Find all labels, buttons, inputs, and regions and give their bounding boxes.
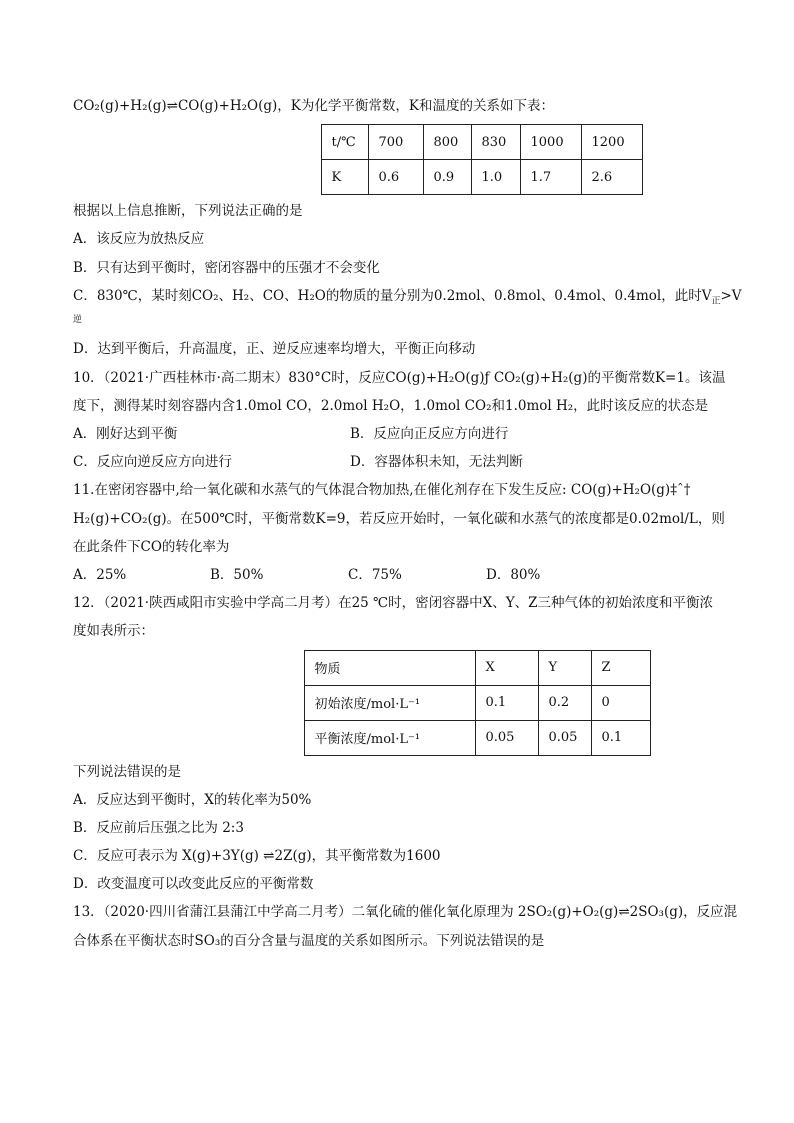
table-cell: 1000 xyxy=(520,125,581,160)
q11-line2: H₂(g)+CO₂(g)。在500℃时，平衡常数K=9，若反应开始时，一氧化碳和水蒸气的浓度都是0.02mol/L，则 xyxy=(73,510,725,527)
q10-option-c: C．反应向逆反应方向进行 xyxy=(73,454,232,471)
q12-option-c: C．反应可表示为 X(g)+3Y(g) ⇌2Z(g)，其平衡常数为1600 xyxy=(73,848,441,865)
q11-option-d: D．80% xyxy=(486,566,541,583)
q9-option-b: B．只有达到平衡时，密闭容器中的压强才不会变化 xyxy=(73,259,380,276)
q12-line2: 度如表所示： xyxy=(73,623,154,640)
table1-wrapper xyxy=(240,124,723,195)
q11-option-b: B．50% xyxy=(210,566,264,583)
table-cell: 0.1 xyxy=(475,685,538,720)
table-cell: t/℃ xyxy=(321,125,368,160)
table-cell: 初始浓度/mol·L⁻¹ xyxy=(304,685,475,720)
document-page xyxy=(73,96,742,959)
q9-option-c xyxy=(73,286,742,312)
k-temperature-table xyxy=(321,124,643,195)
q9-option-c-sub-forward: 正 xyxy=(711,296,721,307)
q9-option-c-tail: >V xyxy=(720,287,742,304)
q11-line1: 11.在密闭容器中,给一氧化碳和水蒸气的气体混合物加热,在催化剂存在下发生反应: CO(g)+H₂O(g)‡ˆ† xyxy=(73,482,691,499)
q13-line1: 13．（2020·四川省蒲江县蒲江中学高二月考）二氧化硫的催化氧化原理为 2SO₂(g)+O₂(g)⇌2SO₃(g)，反应混 xyxy=(73,904,738,921)
q9-option-d: D．达到平衡后，升高温度，正、逆反应速率均增大，平衡正向移动 xyxy=(73,341,476,358)
q12-option-a: A．反应达到平衡时，X的转化率为50% xyxy=(73,791,312,808)
table-cell: 0.1 xyxy=(591,720,650,755)
table-cell: 平衡浓度/mol·L⁻¹ xyxy=(304,720,475,755)
q9-stem: 根据以上信息推断，下列说法正确的是 xyxy=(73,203,303,220)
q11-option-a: A．25% xyxy=(73,566,127,583)
table-header-cell: 物质 xyxy=(304,650,475,685)
q10-option-a: A．刚好达到平衡 xyxy=(73,426,178,442)
q10-option-d: D．容器体积未知，无法判断 xyxy=(350,454,523,471)
table-cell: 0.2 xyxy=(538,685,591,720)
q9-option-c-text: C．830℃，某时刻CO₂、H₂、CO、H₂O的物质的量分别为0.2mol、0.8mol、0.4mol、0.4mol，此时V xyxy=(73,287,712,304)
q10-line2: 度下，测得某时刻容器内含1.0mol CO，2.0mol H₂O，1.0mol CO₂和1.0mol H₂，此时该反应的状态是 xyxy=(73,397,709,414)
q11-line3: 在此条件下CO的转化率为 xyxy=(73,538,230,555)
table-row xyxy=(321,125,642,160)
q12-line1: 12．（2021·陕西咸阳市实验中学高二月考）在25 ℃时，密闭容器中X、Y、Z三种气体的初始浓度和平衡浓 xyxy=(73,595,714,612)
table-cell: 800 xyxy=(423,125,471,160)
table-cell: 700 xyxy=(368,125,423,160)
concentration-table xyxy=(304,650,651,756)
table-cell: 1.7 xyxy=(520,160,581,195)
table-cell: 1.0 xyxy=(471,160,520,195)
table-header-cell: Y xyxy=(538,650,591,685)
table-cell: 830 xyxy=(471,125,520,160)
intro-line: CO₂(g)+H₂(g)⇌CO(g)+H₂O(g)，K为化学平衡常数，K和温度的关系如下表： xyxy=(73,98,554,114)
table-row xyxy=(304,720,650,755)
table-cell: 0.6 xyxy=(368,160,423,195)
table-cell: 0.9 xyxy=(423,160,471,195)
q12-stem: 下列说法错误的是 xyxy=(73,763,181,780)
q10-choices-row2 xyxy=(73,452,723,472)
table-cell: 2.6 xyxy=(581,160,642,195)
q12-option-d: D．改变温度可以改变此反应的平衡常数 xyxy=(73,876,314,893)
table-row xyxy=(321,160,642,195)
table-row xyxy=(304,685,650,720)
q11-choices xyxy=(73,565,723,585)
q12-option-b: B．反应前后压强之比为 2:3 xyxy=(73,819,244,836)
q10-line1: 10．（2021·广西桂林市·高二期末）830°C时，反应CO(g)+H₂O(g)ƒ CO₂(g)+H₂(g)的平衡常数K=1。该温 xyxy=(73,369,726,386)
q10-option-b: B．反应向正反应方向进行 xyxy=(350,426,509,442)
table-cell: 0 xyxy=(591,685,650,720)
table-row xyxy=(304,650,650,685)
q10-choices-row1 xyxy=(73,424,723,444)
q11-option-c: C．75% xyxy=(348,566,402,583)
table-cell: 0.05 xyxy=(538,720,591,755)
table-cell: 0.05 xyxy=(475,720,538,755)
table2-wrapper xyxy=(231,650,723,756)
table-cell: K xyxy=(321,160,368,195)
table-header-cell: X xyxy=(475,650,538,685)
table-cell: 1200 xyxy=(581,125,642,160)
q9-option-a: A．该反应为放热反应 xyxy=(73,231,205,248)
q9-option-c-sub-reverse: 逆 xyxy=(73,315,83,326)
q13-line2: 合体系在平衡状态时SO₃的百分含量与温度的关系如图所示。下列说法错误的是 xyxy=(73,932,545,949)
table-header-cell: Z xyxy=(591,650,650,685)
